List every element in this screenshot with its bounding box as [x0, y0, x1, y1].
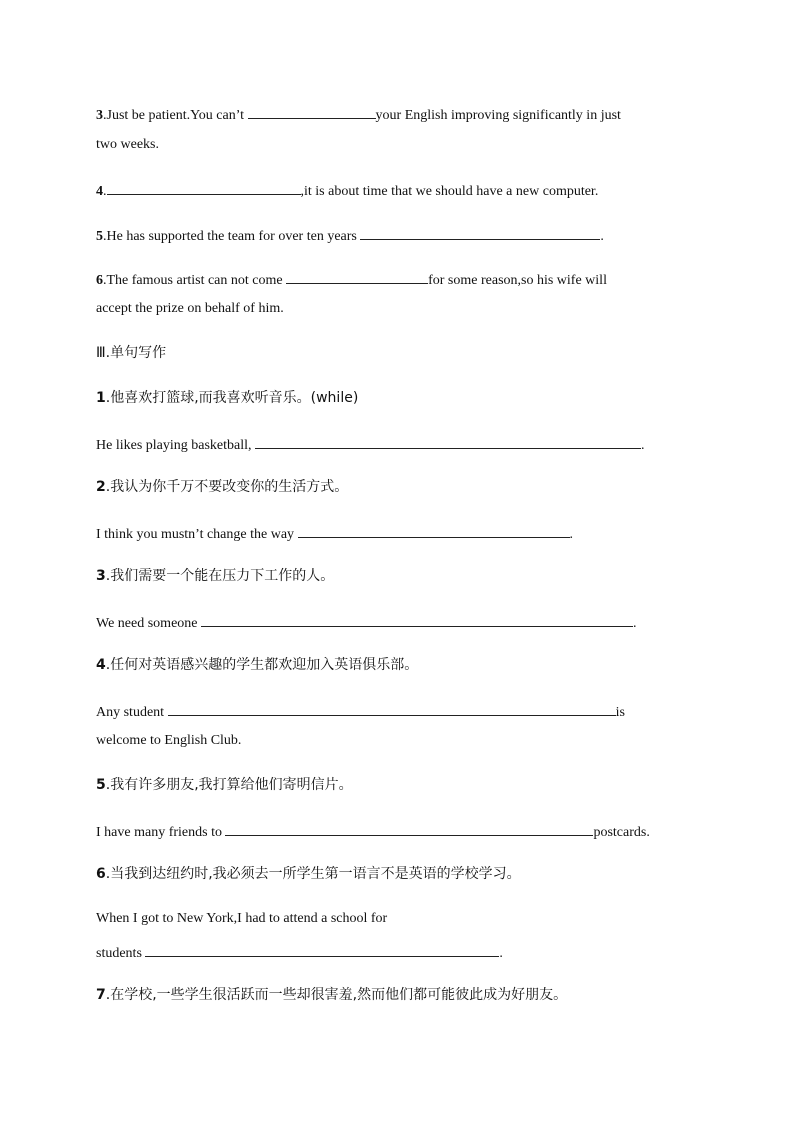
answer-blank[interactable] [225, 821, 593, 836]
answer-blank[interactable] [286, 269, 428, 284]
item-number: 5 [96, 777, 106, 793]
answer-blank[interactable] [145, 942, 499, 957]
question-text-before: .The famous artist can not come [103, 273, 287, 288]
question-3 [96, 104, 621, 125]
answer-lead-text: I think you mustn’t change the way [96, 527, 298, 542]
question-number: 5 [96, 229, 103, 244]
section-heading: Ⅲ.单句写作 [96, 345, 167, 361]
translation-prompt-3 [96, 567, 334, 585]
answer-blank[interactable] [255, 434, 641, 449]
chinese-sentence: .我有许多朋友,我打算给他们寄明信片。 [105, 777, 353, 793]
translation-prompt-6 [96, 865, 521, 883]
answer-blank[interactable] [168, 701, 616, 716]
answer-continuation-text: welcome to English Club. [96, 733, 242, 748]
chinese-sentence: .我认为你千万不要改变你的生活方式。 [105, 479, 349, 495]
answer-trail-text: . [633, 616, 637, 631]
question-5 [96, 225, 604, 246]
chinese-sentence: .他喜欢打篮球,而我喜欢听音乐。(while) [105, 390, 359, 406]
question-3-continuation [96, 136, 159, 154]
answer-lead-text: Any student [96, 705, 168, 720]
question-text-after: ,it is about time that we should have a new computer. [300, 184, 599, 199]
answer-blank[interactable] [201, 612, 633, 627]
answer-lead-text: students [96, 946, 146, 961]
question-text-before: .Just be patient.You can’t [103, 108, 248, 123]
translation-prompt-2 [96, 478, 348, 496]
translation-prompt-5 [96, 776, 353, 794]
item-number: 1 [96, 390, 106, 406]
chinese-sentence: .任何对英语感兴趣的学生都欢迎加入英语俱乐部。 [105, 657, 419, 673]
answer-blank[interactable] [248, 104, 376, 119]
chinese-sentence: .当我到达纽约时,我必须去一所学生第一语言不是英语的学校学习。 [105, 866, 521, 882]
question-6 [96, 269, 607, 290]
item-number: 2 [96, 479, 106, 495]
translation-answer-1 [96, 434, 645, 455]
question-6-continuation [96, 300, 284, 318]
item-number: 4 [96, 657, 106, 673]
answer-lead-text: We need someone [96, 616, 201, 631]
translation-answer-3 [96, 612, 637, 633]
question-text-before: .He has supported the team for over ten years [103, 229, 361, 244]
translation-answer-4 [96, 701, 625, 722]
chinese-sentence: .在学校,一些学生很活跃而一些却很害羞,然而他们都可能彼此成为好朋友。 [105, 987, 568, 1003]
translation-answer-4-continuation [96, 732, 241, 750]
chinese-sentence: .我们需要一个能在压力下工作的人。 [105, 568, 335, 584]
item-number: 6 [96, 866, 106, 882]
answer-trail-text: is [615, 705, 625, 720]
answer-blank[interactable] [360, 225, 600, 240]
answer-lead-text: He likes playing basketball, [96, 438, 256, 453]
answer-blank[interactable] [107, 180, 301, 195]
question-text-after: your English improving significantly in just [375, 108, 621, 123]
translation-prompt-4 [96, 656, 418, 674]
question-number: 6 [96, 273, 103, 288]
answer-trail-text: . [569, 527, 574, 542]
question-number: 4 [96, 184, 103, 199]
translation-answer-6-line1 [96, 910, 387, 928]
answer-blank[interactable] [298, 523, 570, 538]
translation-prompt-1 [96, 389, 358, 407]
question-text-before: . [103, 184, 107, 199]
item-number: 3 [96, 568, 106, 584]
answer-lead-text: I have many friends to [96, 825, 226, 840]
question-text-after: for some reason,so his wife will [428, 273, 607, 288]
answer-trail-text: postcards. [593, 825, 650, 840]
answer-lead-text: When I got to New York,I had to attend a school for [96, 911, 388, 926]
question-text-continuation: accept the prize on behalf of him. [96, 301, 284, 316]
translation-prompt-7 [96, 986, 567, 1004]
question-number: 3 [96, 108, 103, 123]
answer-trail-text: . [641, 438, 645, 453]
translation-answer-5 [96, 821, 650, 842]
question-4 [96, 180, 598, 201]
translation-answer-6 [96, 942, 503, 963]
question-text-after: . [600, 229, 604, 244]
answer-trail-text: . [499, 946, 503, 961]
translation-answer-2 [96, 523, 573, 544]
item-number: 7 [96, 987, 106, 1003]
question-text-continuation: two weeks. [96, 137, 159, 152]
